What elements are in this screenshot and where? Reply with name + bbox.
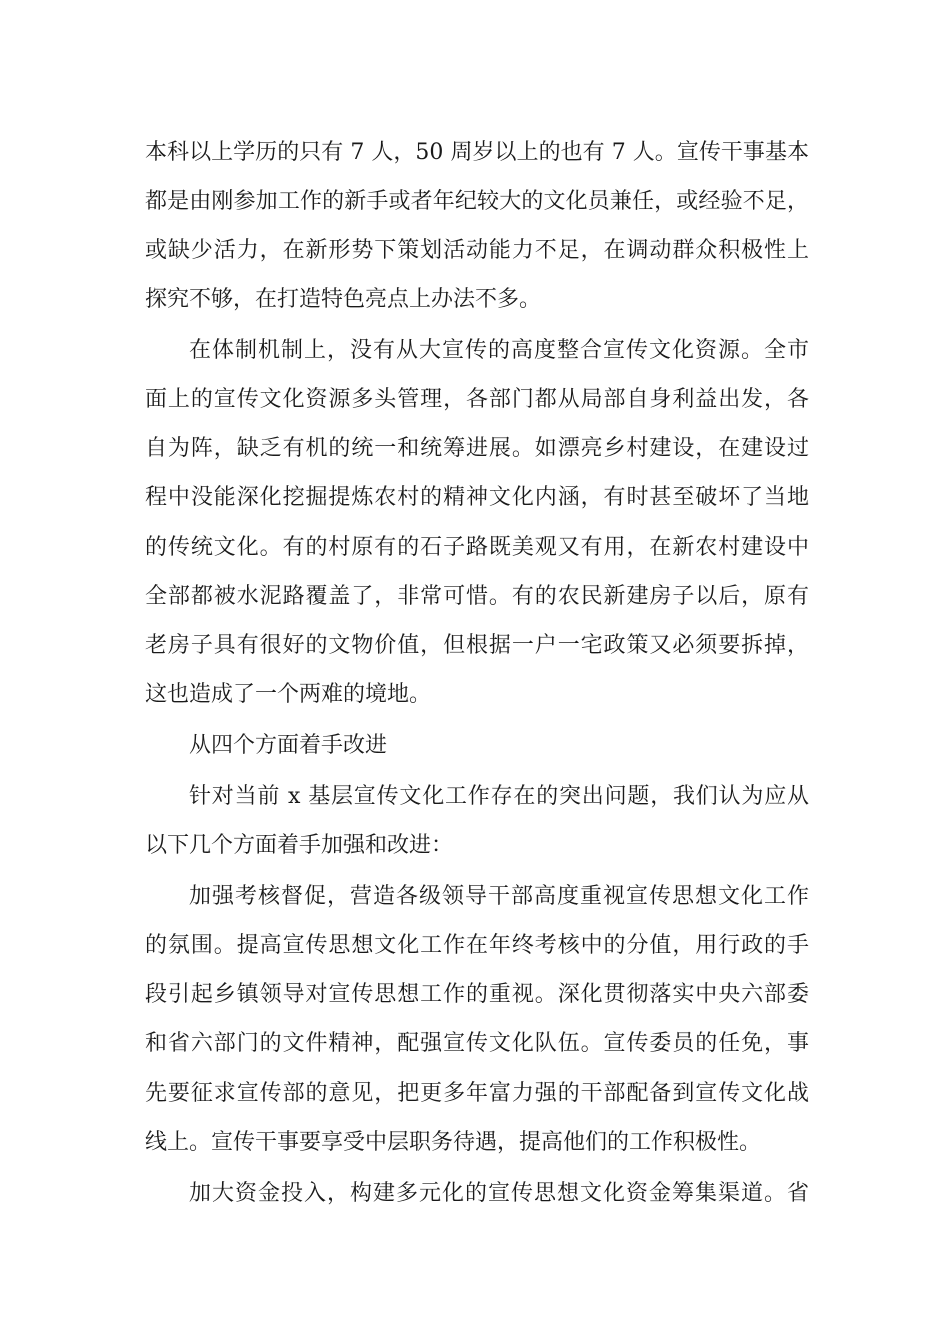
paragraph-line: 面上的宣传文化资源多头管理，各部门都从局部自身利益出发，各: [145, 387, 809, 412]
paragraph-line: 全部都被水泥路覆盖了，非常可惜。有的农民新建房子以后，原有: [145, 584, 809, 609]
paragraph-line: 针对当前 x 基层宣传文化工作存在的突出问题，我们认为应从: [189, 784, 809, 809]
paragraph-line: 加大资金投入，构建多元化的宣传思想文化资金筹集渠道。省: [189, 1181, 809, 1206]
paragraph-line: 这也造成了一个两难的境地。: [145, 682, 432, 707]
paragraph-line: 老房子具有很好的文物价值，但根据一户一宅政策又必须要拆掉，: [145, 633, 809, 658]
paragraph-line: 自为阵，缺乏有机的统一和统筹进展。如漂亮乡村建设，在建设过: [145, 436, 809, 461]
paragraph-line: 的氛围。提高宣传思想文化工作在年终考核中的分值，用行政的手: [145, 933, 809, 958]
paragraph-line: 和省六部门的文件精神，配强宣传文化队伍。宣传委员的任免，事: [145, 1031, 809, 1056]
paragraph-line: 在体制机制上，没有从大宣传的高度整合宣传文化资源。全市: [189, 338, 809, 363]
paragraph-line: 段引起乡镇领导对宣传思想工作的重视。深化贯彻落实中央六部委: [145, 982, 809, 1007]
paragraph-line: 本科以上学历的只有 7 人，50 周岁以上的也有 7 人。宣传干事基本: [145, 140, 809, 165]
paragraph-line: 的传统文化。有的村原有的石子路既美观又有用，在新农村建设中: [145, 535, 809, 560]
section-heading: 从四个方面着手改进: [189, 733, 388, 758]
paragraph-line: 都是由刚参加工作的新手或者年纪较大的文化员兼任，或经验不足，: [145, 189, 809, 214]
paragraph-line: 探究不够，在打造特色亮点上办法不多。: [145, 287, 542, 312]
paragraph-line: 程中没能深化挖掘提炼农村的精神文化内涵，有时甚至破坏了当地: [145, 485, 809, 510]
paragraph-line: 加强考核督促，营造各级领导干部高度重视宣传思想文化工作: [189, 884, 809, 909]
paragraph-line: 或缺少活力，在新形势下策划活动能力不足，在调动群众积极性上: [145, 238, 809, 263]
paragraph-line: 线上。宣传干事要享受中层职务待遇，提高他们的工作积极性。: [145, 1130, 762, 1155]
paragraph-line: 以下几个方面着手加强和改进：: [145, 833, 454, 858]
paragraph-line: 先要征求宣传部的意见，把更多年富力强的干部配备到宣传文化战: [145, 1081, 809, 1106]
